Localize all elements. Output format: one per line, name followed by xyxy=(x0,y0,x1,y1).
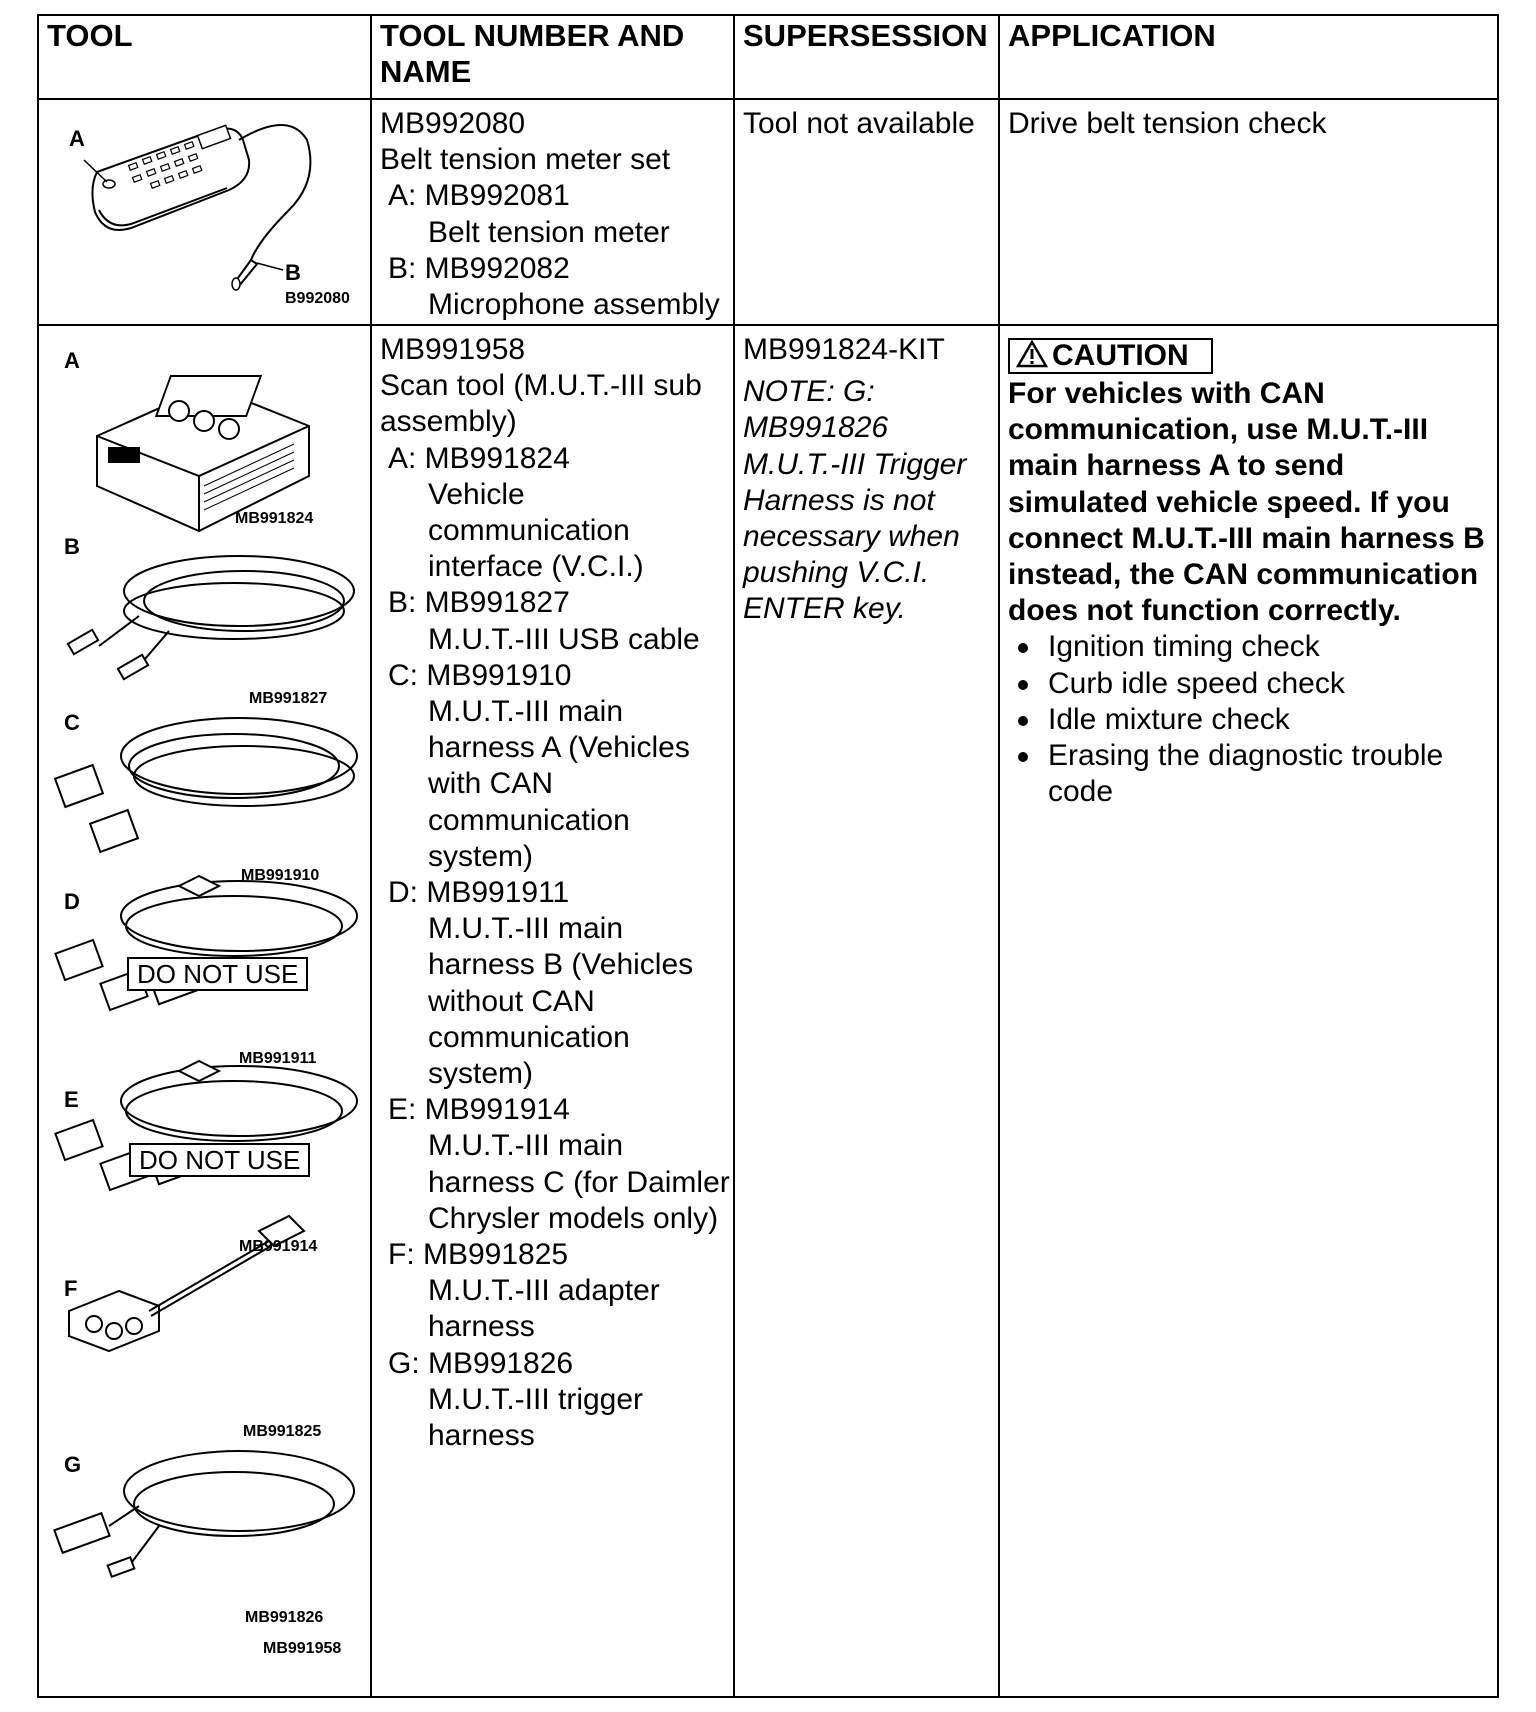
tool-number-cell xyxy=(371,325,734,1697)
scan-tool-figure xyxy=(39,326,370,1696)
caution-text-line: main harness A to send xyxy=(1008,449,1345,483)
tool-number-line: Scan tool (M.U.T.-III sub xyxy=(380,369,702,403)
tool-number-line: MB991958 xyxy=(380,333,526,366)
belt-tension-meter-illustration xyxy=(39,100,368,322)
bullet-icon xyxy=(1018,752,1028,762)
supersession-note-line: necessary when xyxy=(743,520,960,554)
supersession-note-line: ENTER key. xyxy=(743,592,906,626)
list-item: Curb idle speed check xyxy=(1008,666,1489,702)
header-application: APPLICATION xyxy=(999,15,1498,99)
tool-number-line: interface (V.C.I.) xyxy=(428,550,644,584)
do-not-use-label-e: DO NOT USE xyxy=(129,1143,310,1177)
supersession-note-line: MB991826 xyxy=(743,411,889,445)
figure-set-code: MB991958 xyxy=(263,1640,342,1657)
supersession-cell xyxy=(734,325,999,1697)
tool-number-line: harness xyxy=(428,1419,535,1453)
application-cell xyxy=(999,325,1498,1697)
tool-number-line: B: MB991827 xyxy=(388,586,570,620)
tool-figure-cell xyxy=(38,99,371,325)
tool-number-line: C: MB991910 xyxy=(388,658,572,692)
table-row xyxy=(38,325,1498,1697)
tool-number-line: harness B (Vehicles xyxy=(428,948,694,982)
supersession-note-line: M.U.T.-III Trigger xyxy=(743,447,967,481)
list-item: Erasing the diagnostic trouble code xyxy=(1008,738,1489,810)
tool-number-line: F: MB991825 xyxy=(388,1238,569,1272)
tool-number-line: assembly) xyxy=(380,405,517,439)
tool-number-line: Belt tension meter set xyxy=(380,143,671,177)
figure-label-f: F xyxy=(64,1276,78,1301)
caution-text-line: does not function correctly. xyxy=(1008,594,1401,628)
tool-number-line: communication xyxy=(428,803,630,837)
figure-label-a: A xyxy=(64,348,80,373)
header-tool: TOOL xyxy=(38,15,371,99)
warning-triangle-icon xyxy=(1016,340,1048,368)
table-row xyxy=(38,99,1498,325)
caution-text-line: For vehicles with CAN xyxy=(1008,377,1325,410)
list-item: Ignition timing check xyxy=(1008,629,1489,665)
caution-box xyxy=(1008,338,1213,374)
tool-number-line: with CAN xyxy=(428,767,554,801)
figure-label-g: G xyxy=(64,1452,82,1477)
tool-number-line: harness C (for Daimler xyxy=(428,1165,730,1199)
tool-number-line: M.U.T.-III main xyxy=(428,912,624,946)
figure-label-a: A xyxy=(69,126,85,151)
caution-text-line: simulated vehicle speed. If you xyxy=(1008,485,1450,519)
caution-text-line: instead, the CAN communication xyxy=(1008,558,1479,592)
tool-number-line: M.U.T.-III USB cable xyxy=(428,622,700,656)
figure-code-c: MB991910 xyxy=(241,867,320,884)
tool-number-line: communication xyxy=(428,514,630,548)
tool-number-line: M.U.T.-III trigger xyxy=(428,1382,644,1416)
tool-number-line: harness A (Vehicles xyxy=(428,731,690,765)
figure-code-f: MB991825 xyxy=(243,1423,322,1440)
header-tool-number xyxy=(371,15,734,99)
bullet-icon xyxy=(1018,716,1028,726)
tool-number-line: Vehicle xyxy=(428,477,525,511)
tool-number-line: A: MB992081 xyxy=(388,179,570,213)
tool-number-cell xyxy=(371,99,734,325)
do-not-use-label-d: DO NOT USE xyxy=(127,957,308,991)
tool-number-line: Belt tension meter xyxy=(428,215,670,249)
supersession-note-line: pushing V.C.I. xyxy=(743,556,930,590)
figure-code-g: MB991826 xyxy=(245,1609,324,1626)
figure-code-d: MB991911 xyxy=(239,1050,317,1067)
scan-tool-illustration xyxy=(39,326,368,1696)
header-tool-number-line2: NAME xyxy=(380,54,472,89)
tool-number-line: M.U.T.-III main xyxy=(428,1129,624,1163)
tool-number-line: system) xyxy=(428,1057,533,1091)
tool-number-line: D: MB991911 xyxy=(388,876,570,910)
tool-number-line: system) xyxy=(428,839,533,873)
tool-number-line: G: MB991826 xyxy=(388,1346,574,1380)
figure-label-b: B xyxy=(285,260,301,285)
bullet-icon xyxy=(1018,680,1028,690)
supersession-note-line: NOTE: G: xyxy=(743,375,875,409)
figure-label-b: B xyxy=(64,534,80,559)
header-row xyxy=(38,15,1498,99)
figure-code: B992080 xyxy=(285,290,350,307)
list-item: Idle mixture check xyxy=(1008,702,1489,738)
caution-text-line: connect M.U.T.-III main harness B xyxy=(1008,521,1485,555)
tool-number-line: without CAN xyxy=(428,984,595,1018)
tool-table xyxy=(37,14,1499,1698)
supersession-kit: MB991824-KIT xyxy=(743,333,945,366)
tool-number-line: B: MB992082 xyxy=(388,251,570,285)
caution-label: CAUTION xyxy=(1052,339,1189,372)
supersession-cell: Tool not available xyxy=(734,99,999,325)
application-list xyxy=(1008,629,1489,810)
tool-number-line: M.U.T.-III main xyxy=(428,695,624,729)
figure-label-e: E xyxy=(64,1087,79,1112)
figure-label-d: D xyxy=(64,889,80,914)
tool-number-line: M.U.T.-III adapter xyxy=(428,1274,660,1308)
header-supersession: SUPERSESSION xyxy=(734,15,999,99)
tool-number-line: A: MB991824 xyxy=(388,441,570,475)
figure-code-a: MB991824 xyxy=(235,510,314,527)
tool-figure-cell xyxy=(38,325,371,1697)
figure-label-c: C xyxy=(64,710,80,735)
belt-tension-meter-figure xyxy=(39,100,370,322)
application-cell: Drive belt tension check xyxy=(999,99,1498,325)
figure-code-e: MB991914 xyxy=(239,1238,318,1255)
tool-number-line: MB992080 xyxy=(380,107,526,140)
figure-code-b: MB991827 xyxy=(249,690,328,707)
supersession-note-line: Harness is not xyxy=(743,483,935,517)
caution-text-line: communication, use M.U.T.-III xyxy=(1008,413,1429,447)
tool-number-line: Chrysler models only) xyxy=(428,1201,719,1235)
tool-number-line: E: MB991914 xyxy=(388,1093,570,1127)
header-tool-number-line1: TOOL NUMBER AND xyxy=(380,18,685,53)
tool-number-line: harness xyxy=(428,1310,535,1344)
bullet-icon xyxy=(1018,643,1028,653)
tool-number-line: Microphone assembly xyxy=(428,288,720,322)
tool-number-line: communication xyxy=(428,1020,630,1054)
